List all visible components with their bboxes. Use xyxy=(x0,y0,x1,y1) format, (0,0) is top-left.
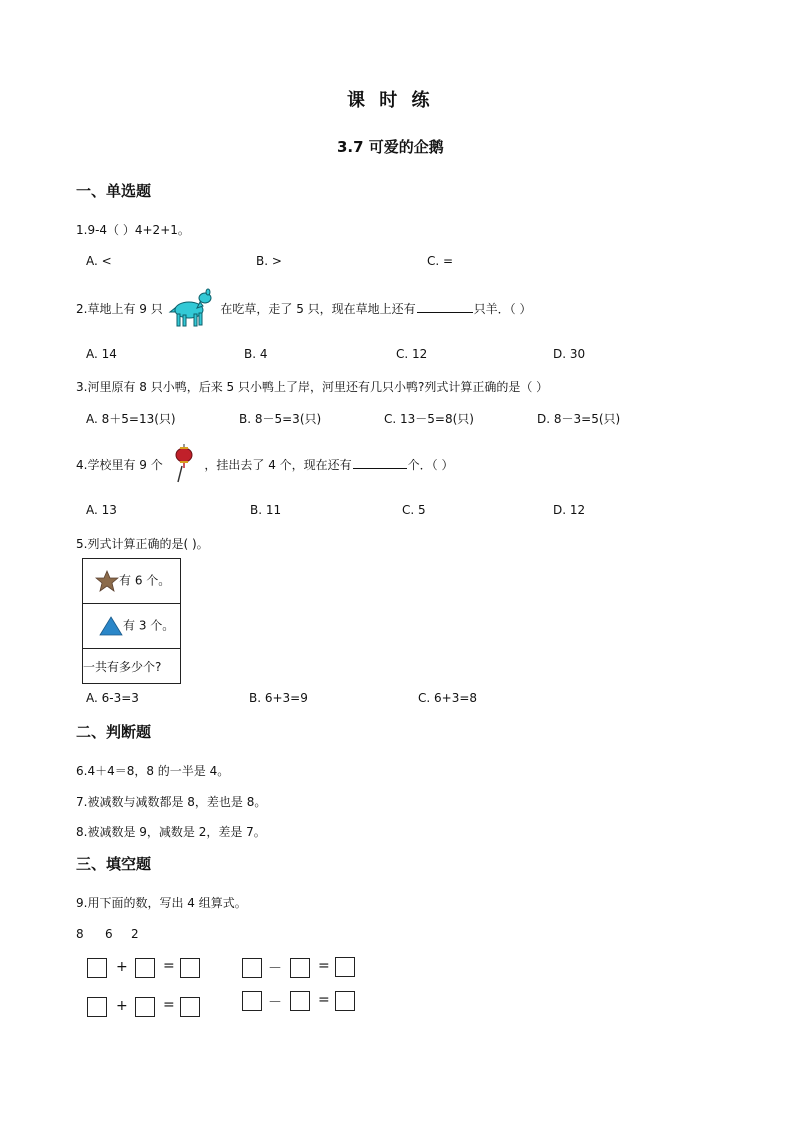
q2-option-b[interactable]: B. 4 xyxy=(244,347,268,361)
q3-option-c[interactable]: C. 13－5=8(只) xyxy=(384,412,474,426)
answer-box[interactable] xyxy=(290,991,310,1011)
q5-star-text: 有 6 个。 xyxy=(119,573,171,588)
answer-box[interactable] xyxy=(180,958,200,978)
answer-box[interactable] xyxy=(87,958,107,978)
q5-row-star xyxy=(83,559,181,604)
question-5: 5.列式计算正确的是( )。 xyxy=(76,537,209,551)
q2-option-d[interactable]: D. 30 xyxy=(553,347,586,361)
q3-option-d[interactable]: D. 8－3=5(只) xyxy=(537,412,621,426)
question-7: 7.被减数与减数都是 8，差也是 8。 xyxy=(76,795,267,809)
question-1: 1.9-4（ ）4+2+1。 xyxy=(76,223,190,237)
plus-sign: + xyxy=(116,998,128,1014)
answer-box[interactable] xyxy=(180,997,200,1017)
q2-text-post: 只羊．（ ） xyxy=(473,302,532,316)
q2-answer-blank[interactable] xyxy=(417,302,473,313)
minus-sign: － xyxy=(268,995,282,1011)
question-3: 3.河里原有 8 只小鸭，后来 5 只小鸭上了岸，河里还有几只小鸭?列式计算正确的是（ ） xyxy=(76,380,549,394)
q2-text-pre: 2.草地上有 9 只 xyxy=(76,302,163,316)
star-icon xyxy=(95,570,119,592)
answer-box[interactable] xyxy=(87,997,107,1017)
q5-option-a[interactable]: A. 6-3=3 xyxy=(86,691,139,705)
triangle-icon xyxy=(99,615,123,637)
answer-box[interactable] xyxy=(135,997,155,1017)
minus-sign: － xyxy=(268,961,282,977)
section-fill-blank: 三、填空题 xyxy=(76,855,152,873)
question-2 xyxy=(76,300,531,318)
lesson-subtitle: 3.7 可爱的企鹅 xyxy=(337,138,444,156)
question-9: 9.用下面的数，写出 4 组算式。 xyxy=(76,896,247,910)
q1-option-c[interactable]: C. = xyxy=(427,254,454,268)
question-8: 8.被减数是 9，减数是 2，差是 7。 xyxy=(76,825,266,839)
q4-option-a[interactable]: A. 13 xyxy=(86,503,117,517)
q5-row-triangle xyxy=(83,604,181,649)
answer-box[interactable] xyxy=(242,991,262,1011)
q5-option-b[interactable]: B. 6+3=9 xyxy=(249,691,308,705)
q2-option-a[interactable]: A. 14 xyxy=(86,347,117,361)
equals-sign: = xyxy=(318,992,330,1008)
section-true-false: 二、判断题 xyxy=(76,723,152,741)
question-6: 6.4＋4＝8，8 的一半是 4。 xyxy=(76,764,230,778)
q1-option-b[interactable]: B. > xyxy=(256,254,282,268)
q4-answer-blank[interactable] xyxy=(353,458,407,469)
q2-option-c[interactable]: C. 12 xyxy=(396,347,428,361)
section-single-choice: 一、单选题 xyxy=(76,182,152,200)
answer-box[interactable] xyxy=(135,958,155,978)
q4-option-b[interactable]: B. 11 xyxy=(250,503,282,517)
answer-box[interactable] xyxy=(290,958,310,978)
q9-number-3: 2 xyxy=(131,927,139,941)
answer-box[interactable] xyxy=(335,991,355,1011)
q9-number-1: 8 xyxy=(76,927,84,941)
q4-text-post: 个．（ ） xyxy=(407,458,454,472)
q3-option-b[interactable]: B. 8－5=3(只) xyxy=(239,412,322,426)
answer-box[interactable] xyxy=(335,957,355,977)
q5-triangle-text: 有 3 个。 xyxy=(123,618,175,633)
question-4 xyxy=(76,456,453,473)
q4-text-pre: 4.学校里有 9 个 xyxy=(76,458,163,472)
equals-sign: = xyxy=(163,997,175,1013)
plus-sign: + xyxy=(116,959,128,975)
q4-text-mid: ，挂出去了 4 个，现在还有 xyxy=(204,458,352,472)
q4-option-d[interactable]: D. 12 xyxy=(553,503,586,517)
q3-option-a[interactable]: A. 8＋5=13(只) xyxy=(86,412,176,426)
equals-sign: = xyxy=(318,958,330,974)
q5-picture-table xyxy=(82,558,181,684)
q9-number-2: 6 xyxy=(105,927,113,941)
lantern-icon xyxy=(171,444,197,484)
q4-option-c[interactable]: C. 5 xyxy=(402,503,426,517)
q1-option-a[interactable]: A. < xyxy=(86,254,112,268)
q5-row-question: 一共有多少个? xyxy=(83,649,181,684)
sheep-icon xyxy=(167,288,217,328)
answer-box[interactable] xyxy=(242,958,262,978)
q2-text-mid: 在吃草，走了 5 只，现在草地上还有 xyxy=(220,302,416,316)
equals-sign: = xyxy=(163,958,175,974)
q5-option-c[interactable]: C. 6+3=8 xyxy=(418,691,478,705)
page-title: 课 时 练 xyxy=(347,90,430,111)
